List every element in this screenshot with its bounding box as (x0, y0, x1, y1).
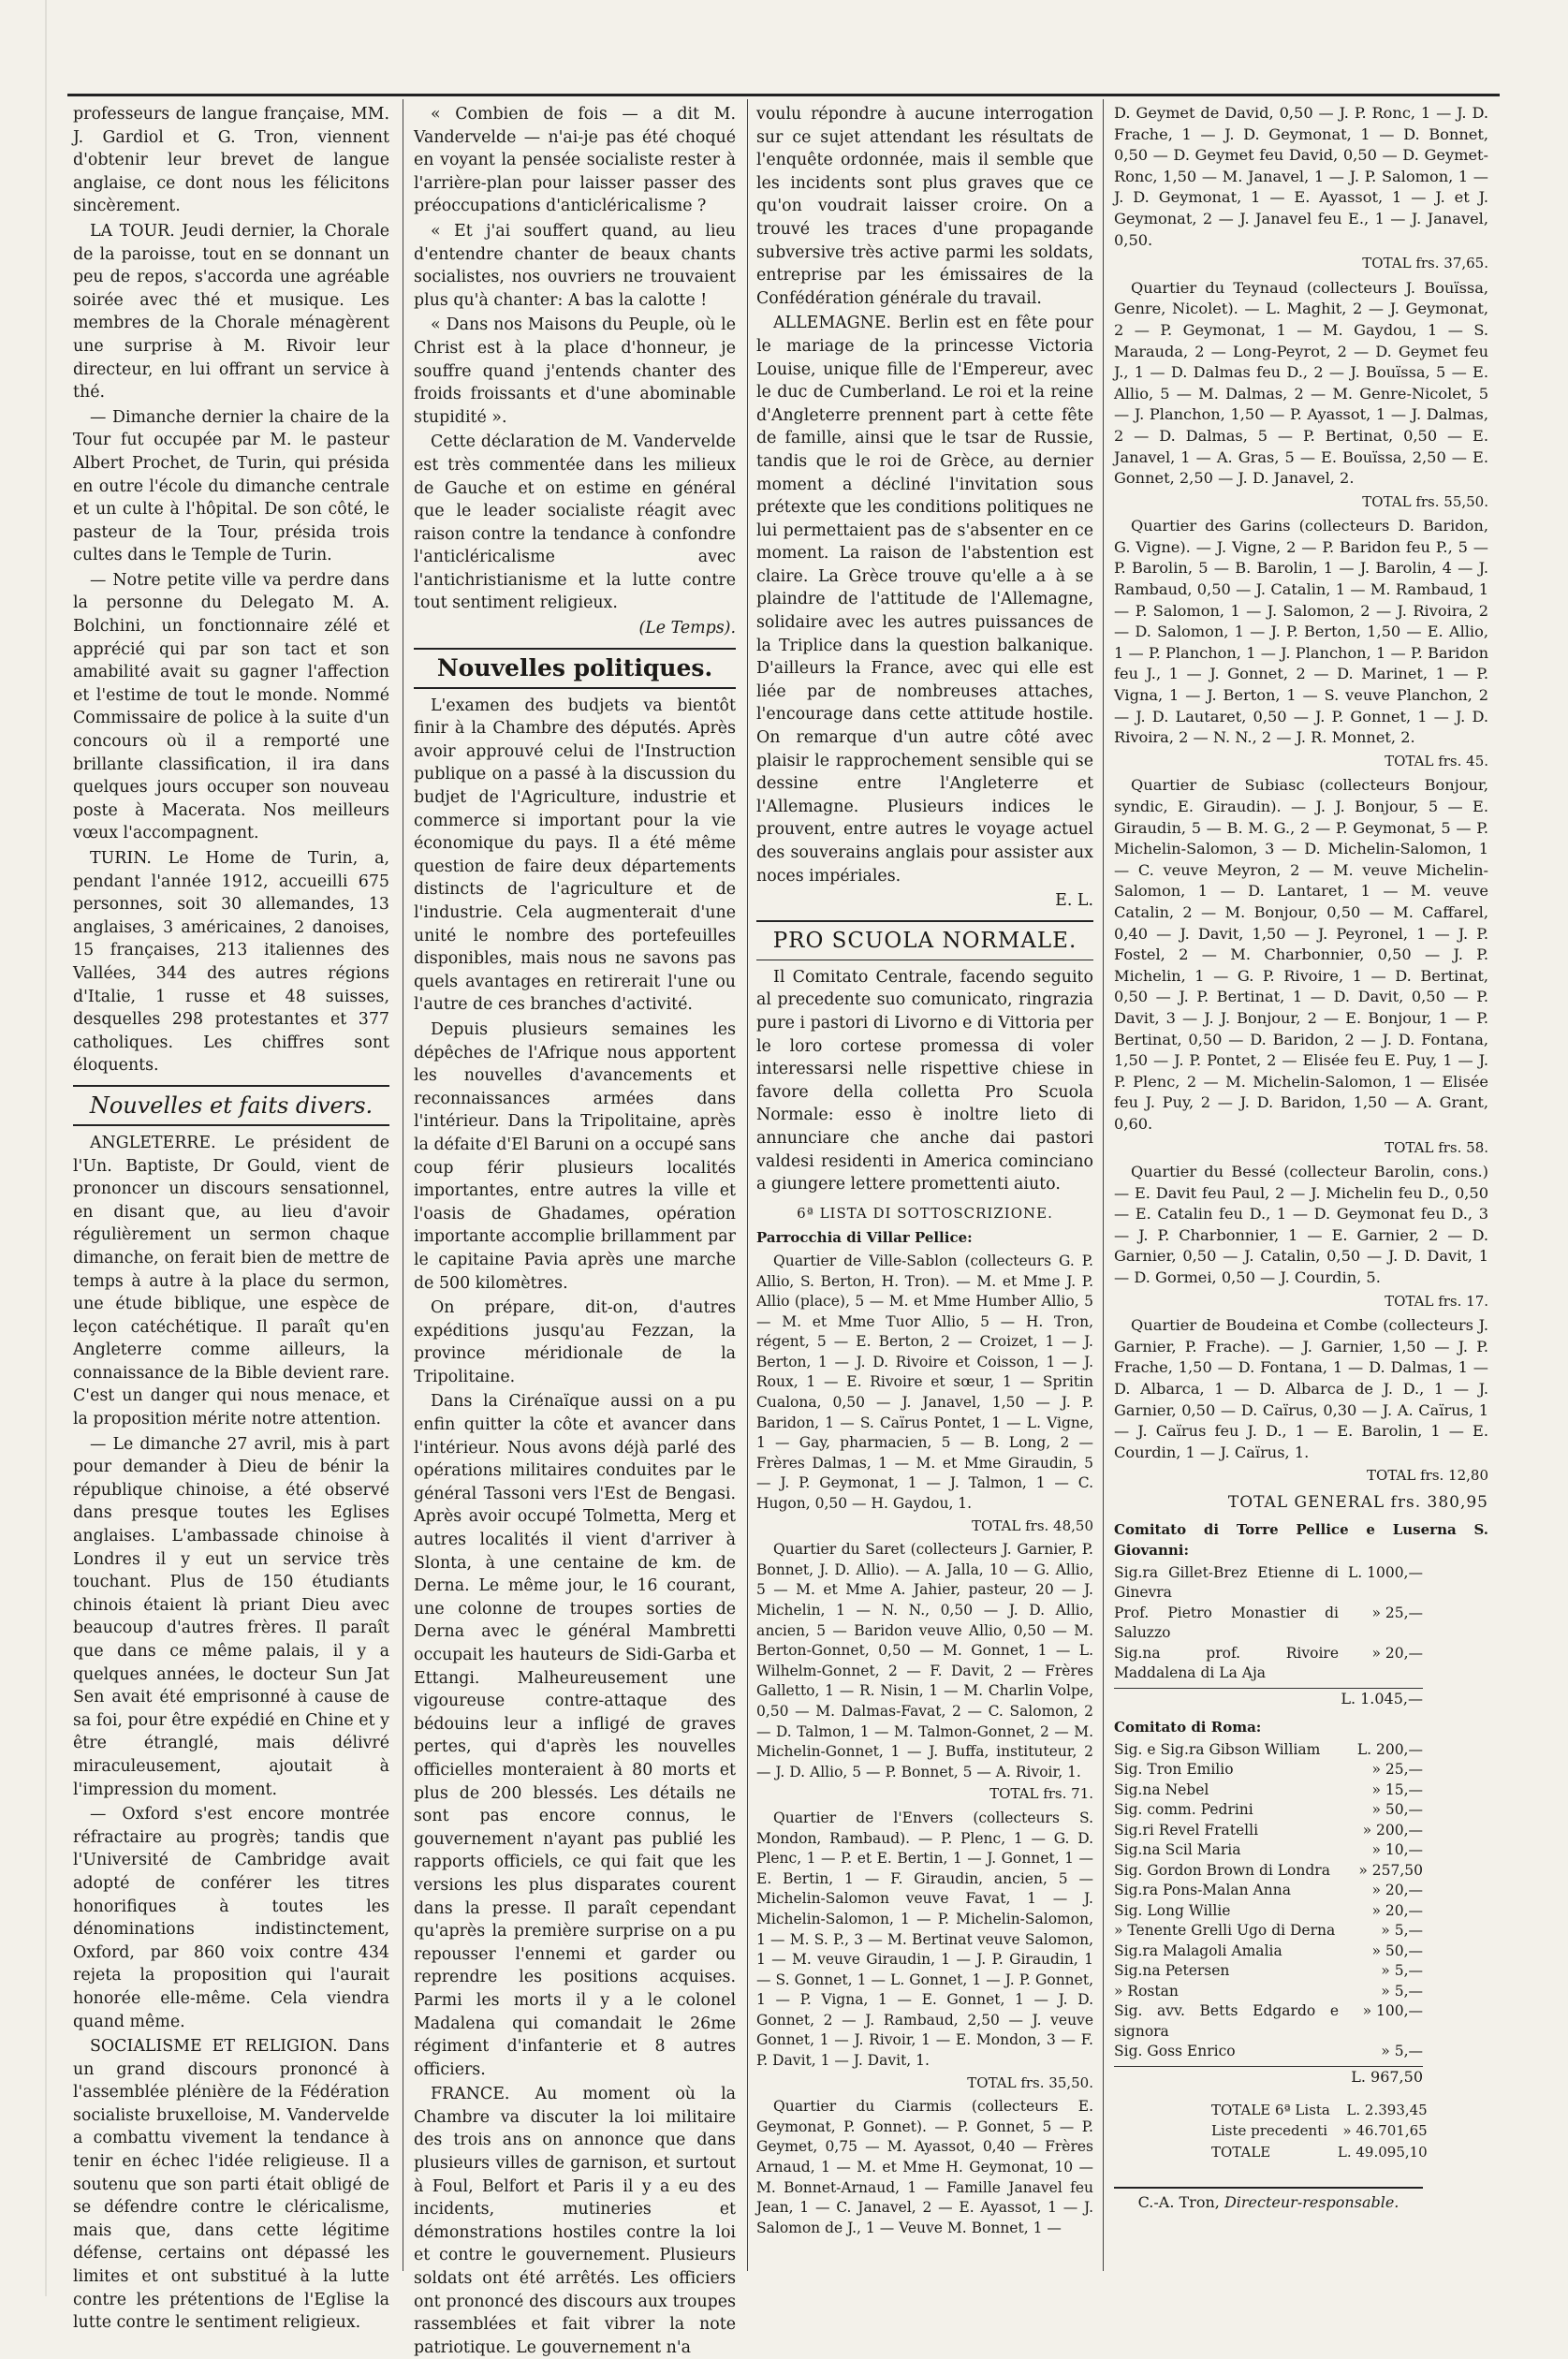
quartier-total: TOTAL frs. 17. (1385, 1292, 1488, 1310)
article-paragraph: SOCIALISME ET RELIGION. Dans un grand discours prononcé à l'assemblée plénière de la Fédération socialiste bruxelloise, M. Vandervelde a combattu vivement la tendance à tenir en échec l'idée religieuse. Il a soutenu que son parti était obligé de se défendre contre le cléricalisme, mais que, dans cette légitime défense, certains ont dépassé les limites et ont substitué à la lutte contre les prétentions de l'Eglise la lutte contre le sentiment religieux. (73, 2037, 389, 2333)
quartier-total: TOTAL frs. 12,80 (1367, 1467, 1488, 1485)
article-signature: E. L. (1055, 891, 1093, 911)
subscription-list: Quartier du Ciarmis (collecteurs E. Geymonat, P. Gonnet). — P. Gonnet, 5 — P. Geymet, 0,75 — M. Ayassot, 0,40 — Frères Arnaud, 1 — M. et Mme H. Geymonat, 10 — M. Bonnet-Arnaud, 1 — Famille Janavel feu Jean, 1 — C. Janavel, 2 — E. Ayassot, 1 — J. Salomon de J., 1 — Veuve M. Bonnet, 1 — (756, 2098, 1093, 2236)
table-row: Sig.ra Gillet-Brez Etienne di Ginevra L. 1000,— (1114, 1563, 1423, 1602)
subscription-list: Quartier de Subiasc (collecteurs Bonjour, syndic, E. Giraudin). — J. J. Bonjour, 5 — E. Giraudin, 5 — B. M. G., 2 — P. Geymonat, 5 — P. Michelin-Salomon, 3 — D. Michelin-Salomon, 1 — C. veuve Meyron, 2 — M. veuve Michelin-Salomon, 1 — D. Lantaret, 1 — M. veuve Catalin, 2 — M. Bonjour, 0,50 — M. Caffarel, 0,40 — J. Davit, 1,50 — J. Peyronel, 1 — J. P. Fostel, 2 — M. Charbonnier, 0,50 — J. P. Michelin, 1 — G. P. Rivoire, 1 — D. Bertinat, 0,50 — J. P. Bertinat, 1 — D. Davit, 0,50 — P. Davit, 3 — J. J. Bonjour, 2 — E. Bonjour, 1 — P. Bertinat, 0,50 — D. Baridon, 2 — J. D. Fontana, 1,50 — J. P. Pontet, 2 — Elisée feu E. Puy, 1 — J. P. Plenc, 2 — M. Michelin-Salomon, 1 — Elisée feu J. Puy, 2 — J. D. Baridon, 1,50 — A. Grant, 0,60. (1114, 776, 1488, 1133)
section-heading-politiques: Nouvelles politiques. (414, 648, 736, 689)
article-paragraph: Dans la Cirénaïque aussi on a pu enfin quitter la côte et avancer dans l'intérieur. Nous avons déjà parlé des opérations militaires conduites par le général Tassoni vers l'Est de Bengasi. Après avoir occupé Tolmetta, Merg et autres localités il vient d'arriver à Slonta, à une centaine de km. de Derna. Le même jour, le 16 courant, une colonne de troupes sorties de Derna avec le général Mambretti occupait les hauteurs de Sidi-Garba et Ettangi. Malheureusement une vigoureuse contre-attaque des bédouins leur a infligé de graves pertes, qui d'après les nouvelles officielles monteraient à 80 morts et plus de 200 blessés. Les détails ne sont pas encore connus, le gouvernement n'ayant pas publié les rapports officiels, ce qui fait que les versions les plus disparates courent dans la presse. Il paraît cependant qu'après la première surprise on a pu repousser l'ennemi et garder ou reprendre les positions acquises. Parmi les morts il y a le colonel Madalena qui comandait le 26me régiment d'infanterie et 8 autres officiers. (414, 1392, 736, 2079)
subscription-list: Quartier de Ville-Sablon (collecteurs G. P. Allio, S. Berton, H. Tron). — M. et Mme J. P. Allio (place), 5 — M. et Mme Humber Allio, 5 — M. et Mme Tuor Allio, 5 — H. Tron, régent, 5 — E. Berton, 2 — Croizet, 1 — J. Berton, 1 — J. D. Rivoire et Coisson, 1 — J. Roux, 1 — E. Rivoire et sœur, 1 — Spritin Cualona, 0,50 — J. Janavel, 1,50 — J. P. Baridon, 1 — S. Caïrus Pontet, 1 — L. Vigne, 1 — Gay, pharmacien, 5 — B. Long, 2 — Frères Dalmas, 1 — M. et Mme Giraudin, 5 — J. P. Geymonat, 1 — J. Talmon, 1 — C. Hugon, 0,50 — H. Gaydou, 1. (756, 1252, 1093, 1513)
page-fold-shadow (45, 0, 47, 2296)
table-row: » Tenente Grelli Ugo di Derna » 5,— (1114, 1922, 1423, 1940)
subscription-list: Quartier de l'Envers (collecteurs S. Mondon, Rambaud). — P. Plenc, 1 — G. D. Plenc, 1 — P. et E. Bertin, 1 — J. Gonnet, 1 — E. Bertin, 1 — F. Giraudin, ancien, 5 — Michelin-Salomon veuve Favat, 1 — J. Michelin-Salomon, 1 — P. Michelin-Salomon, 1 — M. S. P., 3 — M. Bertinat veuve Salomon, 1 — M. veuve Giraudin, 1 — J. P. Giraudin, 1 — S. Gonnet, 1 — L. Gonnet, 1 — J. P. Gonnet, 1 — P. Vigna, 1 — E. Gonnet, 1 — J. D. Gonnet, 2 — J. Rambaud, 2,50 — J. veuve Gonnet, 1 — J. Rivoir, 1 — E. Mondon, 3 — F. P. Davit, 1 — J. Davit, 1. (756, 1809, 1093, 2070)
table-row: Sig.ri Revel Fratelli » 200,— (1114, 1821, 1423, 1839)
subscription-list: Quartier du Teynaud (collecteurs J. Bouïssa, Genre, Nicolet). — L. Maghit, 2 — J. Geymonat, 2 — P. Geymonat, 1 — M. Gaydou, 1 — S. Marauda, 2 — Long-Peyrot, 2 — D. Geymet feu J., 1 — D. Dalmas feu D., 2 — J. Bouïssa, 5 — E. Allio, 5 — M. Dalmas, 2 — M. Genre-Nicolet, 5 — J. Planchon, 1,50 — P. Ayassot, 1 — J. Dalmas, 2 — D. Dalmas, 5 — P. Bertinat, 0,50 — E. Janavel, 1 — A. Gras, 5 — E. Bouïssa, 2,50 — E. Gonnet, 2,50 — J. D. Janavel, 2. (1114, 278, 1488, 488)
article-paragraph: « Et j'ai souffert quand, au lieu d'entendre chanter de beaux chants socialistes, nos ouvriers ne trouvaient plus qu'à chanter: A bas la calotte ! (414, 221, 736, 310)
table-row: Sig.na Nebel » 15,— (1114, 1780, 1423, 1798)
table-row: Sig. Long Willie » 20,— (1114, 1901, 1423, 1919)
column-1 (73, 103, 389, 2333)
committee-title-torre: Comitato di Torre Pellice e Luserna S. Giovanni: (1114, 1520, 1488, 1560)
subscription-list: Quartier des Garins (collecteurs D. Baridon, G. Vigne). — J. Vigne, 2 — P. Baridon feu P., 5 — P. Barolin, 5 — B. Barolin, 1 — J. Barolin, 4 — J. Rambaud, 0,50 — J. Catalin, 1 — M. Rambaud, 1 — P. Salomon, 1 — J. Salomon, 2 — J. Rivoira, 2 — D. Salomon, 1 — J. P. Berton, 1,50 — E. Allio, 1 — P. Planchon, 1 — J. Planchon, 1 — P. Baridon feu J., 1 — J. Gonnet, 2 — D. Marinet, 1 — P. Vigna, 1 — J. Berton, 1 — S. veuve Planchon, 2 — J. D. Lautaret, 0,50 — J. P. Gonnet, 1 — J. D. Rivoira, 2 — N. N., 2 — J. R. Monnet, 2. (1114, 517, 1488, 747)
torre-table (1114, 1563, 1423, 1684)
top-rule (67, 94, 1500, 96)
column-separator (747, 99, 748, 2271)
table-row: Sig. Tron Emilio » 25,— (1114, 1761, 1423, 1779)
table-row: TOTALE L. 49.095,10 (1211, 2143, 1428, 2161)
article-paragraph: — Le dimanche 27 avril, mis à part pour demander à Dieu de bénir la république chinoise, a été observé dans presque toutes les Eglises anglaises. L'ambassade chinoise à Londres il y eut un service très touchant. Plus de 150 étudiants chinois étaient là priant Dieu avec beaucoup d'autres frères. Il paraît que dans ce même palais, il y a quelques années, le docteur Sun Jat Sen avait été emprisonné à cause de sa foi, pour être expédié en Chine et y être étranglé, mais délivré miraculeusement, ajoutait à l'impression du moment. (73, 1434, 389, 1799)
quartier-total: TOTAL frs. 58. (1385, 1138, 1488, 1156)
table-row: Sig.na Petersen » 5,— (1114, 1962, 1423, 1980)
quartier-total: TOTAL frs. 35,50. (967, 2073, 1093, 2091)
table-row: Sig.ra Malagoli Amalia » 50,— (1114, 1941, 1423, 1959)
committee-title-roma: Comitato di Roma: (1114, 1719, 1262, 1736)
quartier-total: TOTAL frs. 48,50 (972, 1516, 1093, 1534)
article-paragraph: TURIN. Le Home de Turin, a, pendant l'année 1912, accueilli 675 personnes, soit 30 allemandes, 13 anglaises, 3 américaines, 2 danoises, 15 françaises, 213 italiennes des Vallées, 344 des autres régions d'Italie, 1 russe et 48 suisses, desquelles 298 protestantes et 377 catholiques. Les chiffres sont éloquents. (73, 849, 389, 1076)
article-paragraph: — Oxford s'est encore montrée réfractaire au progrès; tandis que l'Université de Cambridge avait adopté de conférer les titres honorifiques à toutes les dénominations indistinctement, Oxford, par 860 voix contre 434 rejeta la proposition qui l'aurait honorée elle-même. Cela viendra quand même. (73, 1805, 389, 2031)
article-paragraph: Il Comitato Centrale, facendo seguito al precedente suo comunicato, ringrazia pure i pastori di Livorno e di Vittoria per le loro cortese promessa di voler interessarsi nelle rispettive chiese in favore della colletta Pro Scuola Normale: esso è inoltre lieto di annunciare che anche dai pastori valdesi residenti in America cominciano a giungere lettere promettenti aiuto. (756, 967, 1093, 1194)
article-paragraph: ALLEMAGNE. Berlin est en fête pour le mariage de la princesse Victoria Louise, unique fille de l'Empereur, avec le duc de Cumberland. Le roi et la reine d'Angleterre prennent part à cette fête de famille, ainsi que le tsar de Russie, tandis que le roi de Grèce, au dernier moment a décliné l'invitation sous prétexte que les conditions politiques ne lui permettaient pas de s'absenter en ce moment. La raison de l'abstention est claire. La Grèce trouve qu'elle a à se plaindre de l'attitude de l'Allemagne, solidaire avec les autres puissances de la Triplice dans la question balkanique. D'ailleurs la France, avec qui elle est liée par de nombreuses attaches, l'encourage dans cette attitude hostile. On remarque d'un autre côté avec plaisir le rapprochement sensible qui se dessine entre l'Angleterre et l'Allemagne. Plusieurs indices le prouvent, entre autres le voyage actuel des souverains anglais pour assister aux noces impériales. (756, 314, 1093, 886)
committee-total: L. 1.045,— (1114, 1688, 1423, 1710)
subscription-list: Quartier du Saret (collecteurs J. Garnier, P. Bonnet, J. D. Allio). — A. Jalla, 10 — G. Allio, 5 — M. et Mme A. Jahier, pasteur, 20 — J. Michelin, 1 — N. N., 0,50 — J. D. Allio, ancien, 5 — Baridon veuve Allio, 0,50 — M. Berton-Gonnet, 0,50 — M. Gonnet, 1 — L. Wilhelm-Gonnet, 2 — F. Davit, 2 — Frères Galletto, 1 — R. Nisin, 1 — M. Charlin Volpe, 0,50 — M. Dalmas-Favat, 2 — C. Salomon, 2 — D. Talmon, 1 — M. Talmon-Gonnet, 2 — M. Michelin-Gonnet, 1 — J. Buffa, instituteur, 2 — J. D. Allio, 5 — P. Bonnet, 5 — A. Rivoir, 1. (756, 1541, 1093, 1780)
summary-table (1208, 2100, 1431, 2163)
section-heading-scuola-normale: PRO SCUOLA NORMALE. (756, 920, 1093, 960)
committee-total: L. 967,50 (1114, 2066, 1423, 2088)
subscription-list: D. Geymet de David, 0,50 — J. P. Ronc, 1 — J. D. Frache, 1 — J. D. Geymonat, 1 — D. Bonnet, 0,50 — D. Geymet feu David, 0,50 — D. Geymet-Ronc, 1,50 — M. Janavel, 1 — J. P. Salomon, 1 — J. D. Geymonat, 1 — E. Ayassot, 1 — J. et J. Geymonat, 2 — J. Janavel feu E., 1 — J. Janavel, 0,50. (1114, 104, 1488, 249)
column-3 (756, 103, 1093, 2275)
table-row: Sig. Goss Enrico » 5,— (1114, 2043, 1423, 2060)
table-row: Sig. avv. Betts Edgardo e signora » 100,— (1114, 2002, 1423, 2040)
table-row: Sig.na Scil Maria » 10,— (1114, 1841, 1423, 1859)
table-row: Liste precedenti » 46.701,65 (1211, 2122, 1428, 2140)
quartier-total: TOTAL frs. 71. (989, 1785, 1093, 1803)
subscription-list: Quartier du Bessé (collecteur Barolin, cons.) — E. Davit feu Paul, 2 — J. Michelin feu D., 0,50 — E. Catalin feu D., 1 — D. Geymonat feu D., 3 — J. P. Charbonnier, 1 — E. Garnier, 2 — D. Garnier, 0,50 — J. Catalin, 0,50 — J. D. Davit, 1 — D. Gormei, 0,50 — J. Courdin, 5. (1114, 1163, 1488, 1287)
article-paragraph: professeurs de langue française, MM. J. Gardiol et G. Tron, viennent d'obtenir leur brevet de langue anglaise, ce dont nous les félicitons sincèrement. (73, 105, 389, 216)
article-paragraph: On prépare, dit-on, d'autres expéditions jusqu'au Fezzan, la province méridionale de la Tripolitaine. (414, 1298, 736, 1386)
table-row: Sig. Gordon Brown di Londra » 257,50 (1114, 1861, 1423, 1879)
table-row: Sig.ra Pons-Malan Anna » 20,— (1114, 1882, 1423, 1899)
article-paragraph: « Combien de fois — a dit M. Vandervelde — n'ai-je pas été choqué en voyant la pensée socialiste rester à l'arrière-plan pour laisser passer des préoccupations d'anticléricalisme ? (414, 105, 736, 216)
article-paragraph: « Dans nos Maisons du Peuple, où le Christ est à la place d'honneur, je souffre quand j'entends chanter des froids froissants et d'une abominable stupidité ». (414, 315, 736, 427)
table-row: Sig. comm. Pedrini » 50,— (1114, 1801, 1423, 1819)
column-2 (414, 103, 736, 2357)
column-4 (1114, 103, 1488, 2275)
article-source: (Le Temps). (638, 619, 736, 638)
table-row: Sig. e Sig.ra Gibson William L. 200,— (1114, 1740, 1423, 1758)
grand-total: TOTAL GENERAL frs. 380,95 (1227, 1493, 1488, 1512)
signature-name: C.-A. Tron, (1137, 2193, 1220, 2212)
table-row: TOTALE 6ª Lista L. 2.393,45 (1211, 2101, 1428, 2118)
article-paragraph: — Dimanche dernier la chaire de la Tour fut occupée par M. le pasteur Albert Prochet, de Turin, qui présida en outre l'école du dimanche centrale et un culte à l'hôpital. De son côté, le pasteur de la Tour, présida trois cultes dans le Temple de Turin. (73, 407, 389, 565)
article-paragraph: FRANCE. Au moment où la Chambre va discuter la loi militaire des trois ans on annonce que dans plusieurs villes de garnison, et surtout à Foul, Belfort et Paris il y a eu des incidents, mutineries et démonstrations hostiles contre la loi et contre le gouvernement. Plusieurs soldats ont été arrêtés. Les officiers ont prononcé des discours aux troupes rassemblées et fait vibrer la note patriotique. Le gouvernement n'a (414, 2085, 736, 2357)
article-paragraph: voulu répondre à aucune interrogation sur ce sujet attendant les résultats de l'enquête ordonnée, mais il semble que les incidents sont plus graves que ce qu'on voudrait laisser croire. On a trouvé les traces d'une propagande subversive très active parmi les soldats, entreprise par les émissaires de la Confédération générale du travail. (756, 105, 1093, 308)
article-paragraph: Depuis plusieurs semaines les dépêches de l'Afrique nous apportent les nouvelles d'avancements et reconnaissances armées dans l'intérieur. Dans la Tripolitaine, après la défaite d'El Baruni on a occupé sans coup férir plusieurs localités importantes, entre autres la ville et l'oasis de Ghadames, opération importante accomplie brillamment par le capitaine Pavia après une marche de 500 kilomètres. (414, 1019, 736, 1293)
signature-role: Directeur-responsable. (1224, 2193, 1399, 2212)
table-row: » Rostan » 5,— (1114, 1982, 1423, 2000)
article-paragraph: ANGLETERRE. Le président de l'Un. Baptiste, Dr Gould, vient de prononcer un discours sensationnel, en disant que, au lieu d'avoir régulièrement un sermon chaque dimanche, on ferait bien de mettre de temps à autre à la place du sermon, une étude biblique, une espèce de leçon catéchétique. Il paraît qu'en Angleterre comme ailleurs, la connaissance de la Bible devient rare. C'est un danger qui nous menace, et la proposition mérite notre attention. (73, 1133, 389, 1429)
section-heading-faits-divers: Nouvelles et faits divers. (73, 1085, 389, 1126)
parish-title: Parrocchia di Villar Pellice: (756, 1229, 973, 1247)
subscription-list: Quartier de Boudeina et Combe (collecteurs J. Garnier, P. Frache). — J. Garnier, 1,50 — J. P. Frache, 1,50 — D. Fontana, 1 — D. Dalmas, 1 — D. Albarca, 1 — D. Albarca de J. D., 1 — J. Garnier, 0,50 — D. Caïrus, 0,30 — J. A. Caïrus, 1 — J. Caïrus feu J. D., 1 — E. Barolin, 1 — E. Courdin, 1 — J. Caïrus, 1. (1114, 1316, 1488, 1461)
column-separator (1103, 99, 1104, 2271)
table-row: Sig.na prof. Rivoire Maddalena di La Aja » 20,— (1114, 1644, 1423, 1682)
article-paragraph: Cette déclaration de M. Vandervelde est très commentée dans les milieux de Gauche et on estime en général que le leader socialiste réagit avec raison contre la tendance à confondre l'anticléricalisme avec l'antichristianisme et la lutte contre tout sentiment religieux. (414, 432, 736, 613)
article-paragraph: L'examen des budjets va bientôt finir à la Chambre des députés. Après avoir approuvé celui de l'Instruction publique on a passé à la discussion du budjet de l'Agriculture, industrie et commerce si important pour la vie économique du pays. Il a été même question de faire deux départements distincts de l'agriculture et de l'industrie. Cela augmenterait d'une unité le nombre des portefeuilles disponibles, mais nous ne savons pas quels avantages en retirerait l'une ou l'autre de ces branches d'activité. (414, 696, 736, 1015)
editor-signature (1114, 2187, 1423, 2214)
quartier-total: TOTAL frs. 45. (1385, 752, 1488, 769)
article-paragraph: — Notre petite ville va perdre dans la personne du Delegato M. A. Bolchini, un fonctionnaire zélé et apprécié qui par son tact et son amabilité avait su gagner l'affection et l'estime de tout le monde. Nommé Commissaire de police à la suite d'un concours où il a remporté une brillante classification, il ira dans quelques jours occuper son nouveau poste à Macerata. Nos meilleurs vœux l'accompagnent. (73, 570, 389, 843)
quartier-total: TOTAL frs. 37,65. (1362, 255, 1488, 272)
quartier-total: TOTAL frs. 55,50. (1362, 492, 1488, 510)
table-row: Prof. Pietro Monastier di Saluzzo » 25,— (1114, 1604, 1423, 1642)
article-paragraph: LA TOUR. Jeudi dernier, la Chorale de la paroisse, tout en se donnant un peu de repos, s'accorda une agréable soirée avec thé et musique. Les membres de la Chorale ménagèrent une surprise à M. Rivoir leur directeur, en lui offrant un service à thé. (73, 221, 389, 403)
roma-table (1114, 1740, 1423, 2062)
list-title: 6ª LISTA DI SOTTOSCRIZIONE. (797, 1204, 1053, 1222)
